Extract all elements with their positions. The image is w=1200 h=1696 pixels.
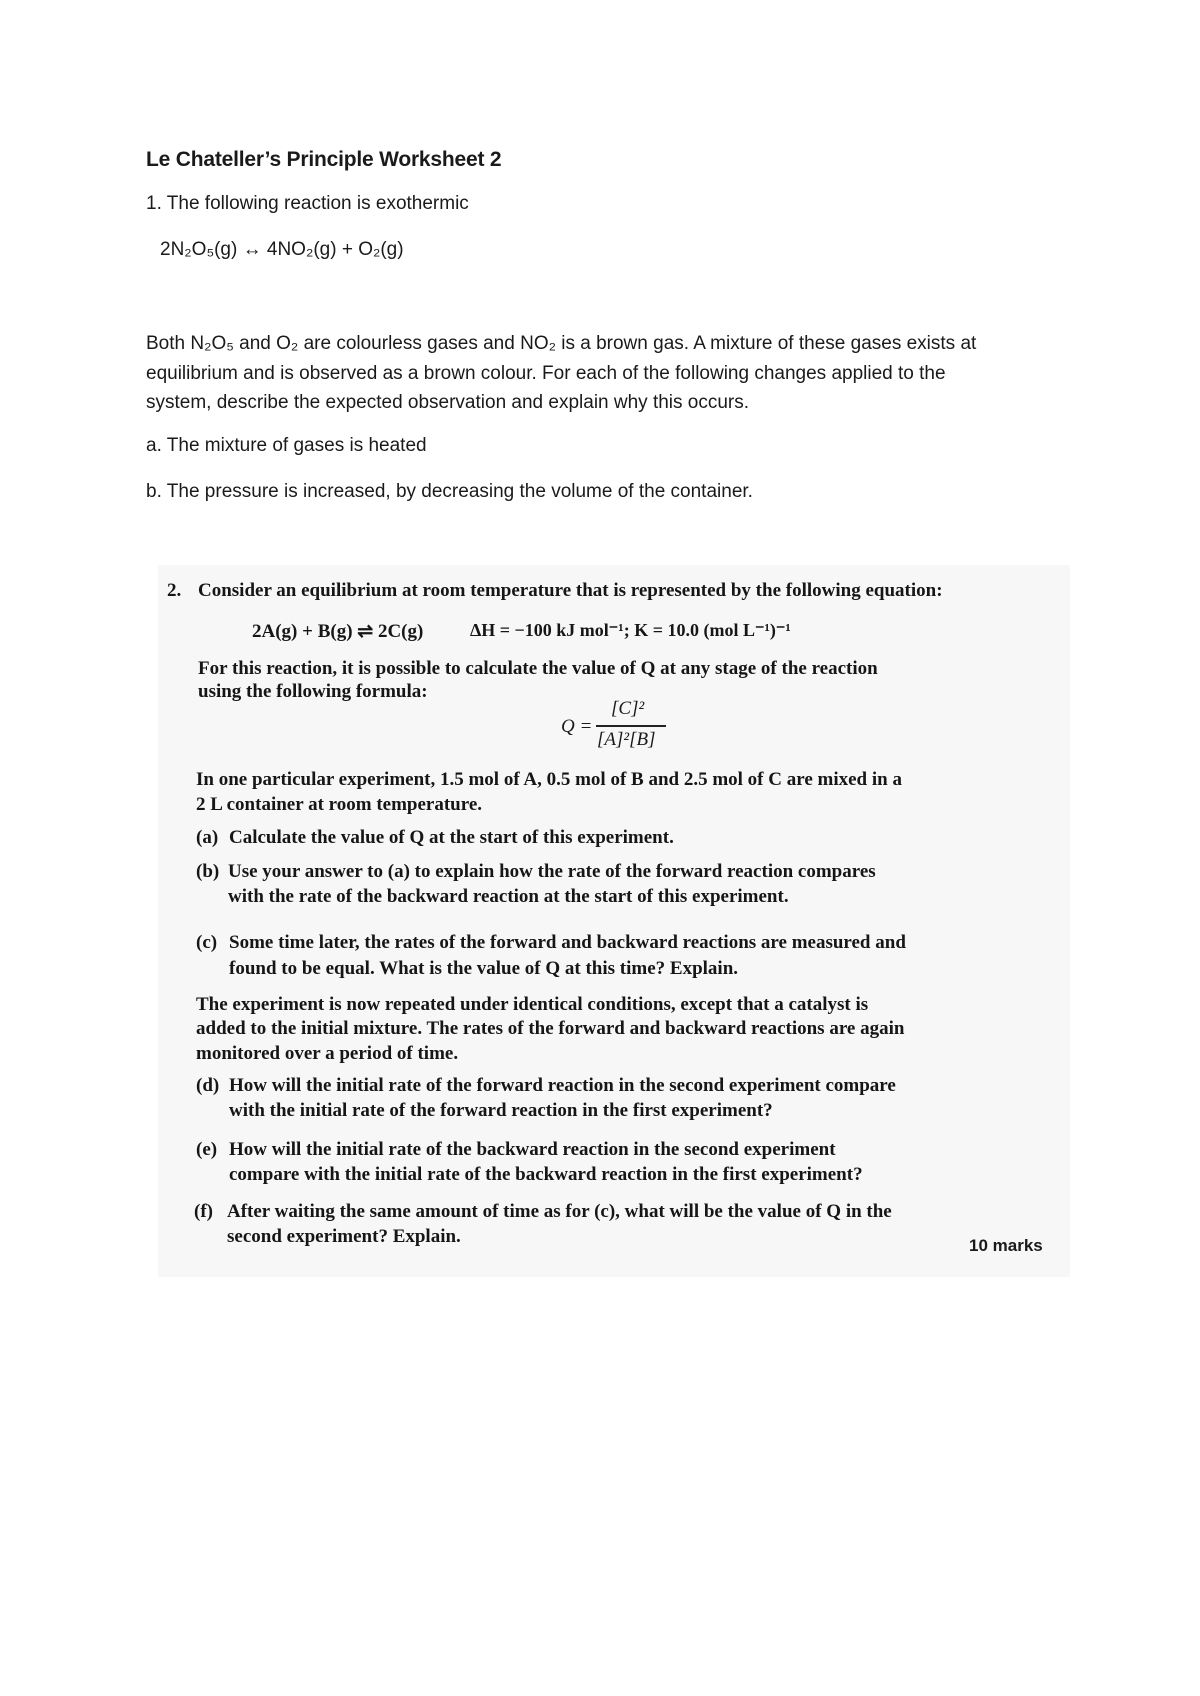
- formula-q-label: Q =: [561, 716, 593, 737]
- question-2-number: 2.: [167, 580, 182, 601]
- question-1-paragraph-line: system, describe the expected observation and explain why this occurs.: [146, 392, 750, 413]
- question-2-part-f: After waiting the same amount of time as for (c), what will be the value of Q in the: [227, 1201, 892, 1222]
- question-2-part-d-label: (d): [196, 1075, 220, 1096]
- question-1-part-b: b. The pressure is increased, by decreasing the volume of the container.: [146, 481, 753, 502]
- question-2-part-a: Calculate the value of Q at the start of this experiment.: [229, 827, 674, 848]
- question-2-formula-intro: using the following formula:: [198, 681, 428, 702]
- question-2-part-c-label: (c): [196, 932, 218, 953]
- question-2-part-a-label: (a): [196, 827, 219, 848]
- question-1-paragraph-line: Both N₂O₅ and O₂ are colourless gases and NO₂ is a brown gas. A mixture of these gases exists at: [146, 333, 977, 354]
- fraction-bar: [596, 725, 666, 727]
- question-2-repeat: The experiment is now repeated under identical conditions, except that a catalyst is: [196, 994, 869, 1015]
- question-2-thermo-data: ΔH = −100 kJ mol⁻¹; K = 10.0 (mol L⁻¹)⁻¹: [470, 620, 791, 640]
- question-2-part-b: with the rate of the backward reaction at the start of this experiment.: [228, 886, 789, 907]
- question-2-part-f-label: (f): [194, 1201, 213, 1222]
- question-2-repeat: added to the initial mixture. The rates of the forward and backward reactions are again: [196, 1018, 905, 1039]
- question-2-stem: Consider an equilibrium at room temperature that is represented by the following equation:: [198, 580, 943, 601]
- question-2-repeat: monitored over a period of time.: [196, 1043, 459, 1064]
- question-2-part-c: Some time later, the rates of the forward and backward reactions are measured and: [229, 932, 906, 953]
- question-2-formula-intro: For this reaction, it is possible to calculate the value of Q at any stage of the reaction: [198, 658, 878, 679]
- question-2-part-e-label: (e): [196, 1139, 218, 1160]
- question-1-intro: 1. The following reaction is exothermic: [146, 193, 469, 214]
- question-1-paragraph-line: equilibrium and is observed as a brown colour. For each of the following changes applied to the: [146, 362, 946, 384]
- question-2-part-b: Use your answer to (a) to explain how the rate of the forward reaction compares: [228, 861, 876, 882]
- question-2-part-e: How will the initial rate of the backward reaction in the second experiment: [229, 1139, 836, 1160]
- question-2-part-f: second experiment? Explain.: [227, 1226, 461, 1247]
- question-2-experiment: 2 L container at room temperature.: [196, 794, 483, 815]
- question-2-part-d: with the initial rate of the forward reaction in the first experiment?: [229, 1100, 773, 1121]
- question-2-part-d: How will the initial rate of the forward reaction in the second experiment compare: [229, 1075, 896, 1096]
- reaction-quotient-formula: [561, 698, 671, 758]
- question-2-part-b-label: (b): [196, 861, 220, 882]
- formula-denominator: [A]²[B]: [597, 729, 656, 750]
- question-1-part-a: a. The mixture of gases is heated: [146, 435, 427, 456]
- question-2-equation: 2A(g) + B(g) ⇌ 2C(g): [252, 621, 424, 642]
- question-2-part-e: compare with the initial rate of the backward reaction in the first experiment?: [229, 1164, 863, 1185]
- question-1-equation: 2N₂O₅(g) ↔ 4NO₂(g) + O₂(g): [160, 239, 404, 260]
- formula-numerator: [C]²: [611, 698, 645, 719]
- marks-total: 10 marks: [969, 1236, 1043, 1255]
- worksheet-title: Le Chateller’s Principle Worksheet 2: [146, 148, 502, 171]
- question-2-part-c: found to be equal. What is the value of Q at this time? Explain.: [229, 958, 739, 979]
- question-1-paragraph: [146, 329, 1046, 418]
- question-2-experiment: In one particular experiment, 1.5 mol of A, 0.5 mol of B and 2.5 mol of C are mixed in a: [196, 769, 902, 790]
